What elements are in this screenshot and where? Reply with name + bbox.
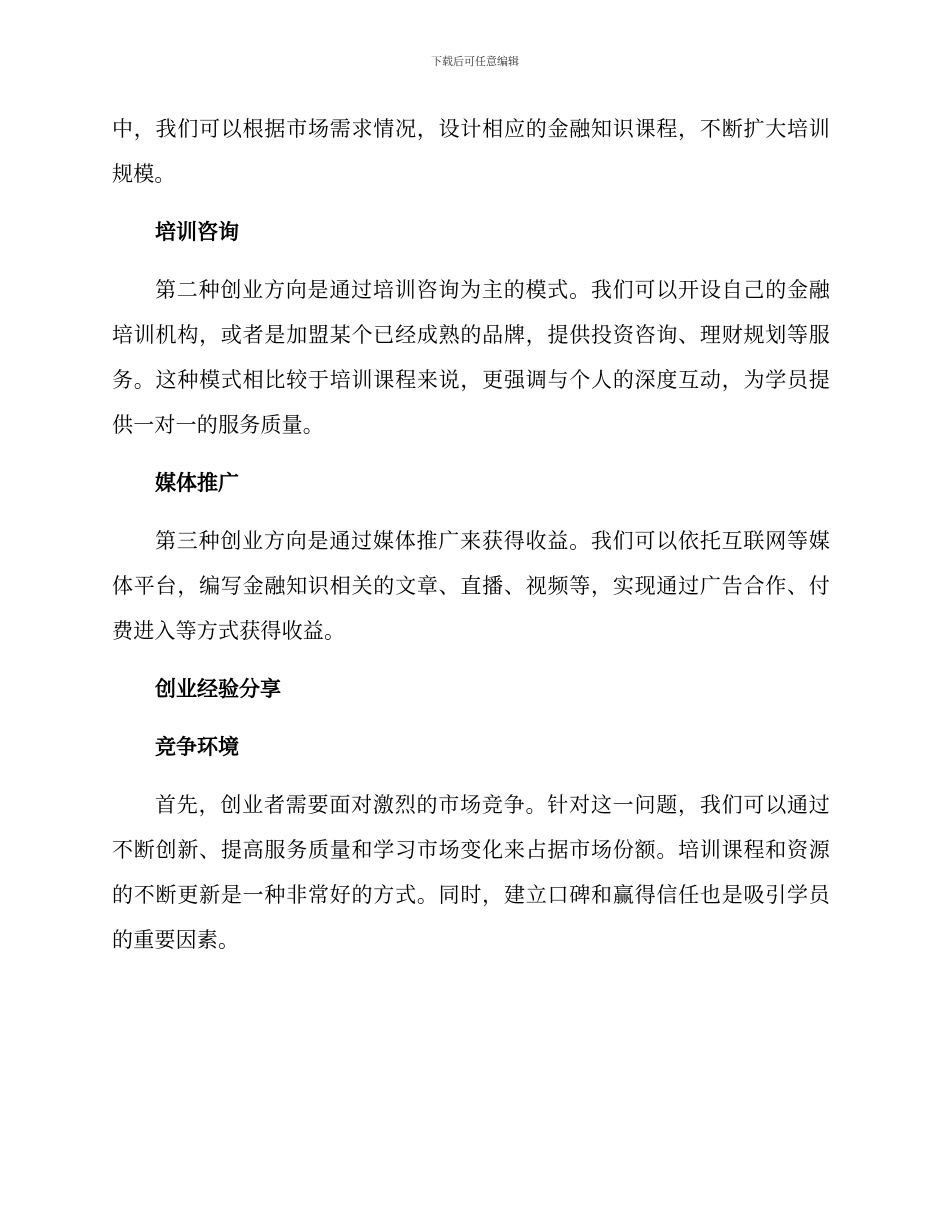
section-heading-competition: 竞争环境 xyxy=(155,735,239,759)
page-header: 下载后可任意编辑 xyxy=(431,55,519,68)
paragraph-continuation: 中，我们可以根据市场需求情况，设计相应的金融知识课程，不断扩大培训规模。 xyxy=(112,117,830,186)
paragraph-media-promotion: 第三种创业方向是通过媒体推广来获得收益。我们可以依托互联网等媒体平台，编写金融知识相关的文章、直播、视频等，实现通过广告合作、付费进入等方式获得收益。 xyxy=(112,529,830,643)
paragraph-competition: 首先，创业者需要面对激烈的市场竞争。针对这一问题，我们可以通过不断创新、提高服务质量和学习市场变化来占据市场份额。培训课程和资源的不断更新是一种非常好的方式。同时，建立口碑和赢得信任也是吸引学员的重要因素。 xyxy=(112,793,830,952)
section-heading-training-consulting: 培训咨询 xyxy=(155,220,239,244)
section-heading-experience-sharing: 创业经验分享 xyxy=(155,677,281,701)
paragraph-training-consulting: 第二种创业方向是通过培训咨询为主的模式。我们可以开设自己的金融培训机构，或者是加盟某个已经成熟的品牌，提供投资咨询、理财规划等服务。这种模式相比较于培训课程来说，更强调与个人的深度互动，为学员提供一对一的服务质量。 xyxy=(112,278,830,437)
document-body xyxy=(112,107,830,976)
section-heading-media-promotion: 媒体推广 xyxy=(155,471,239,495)
